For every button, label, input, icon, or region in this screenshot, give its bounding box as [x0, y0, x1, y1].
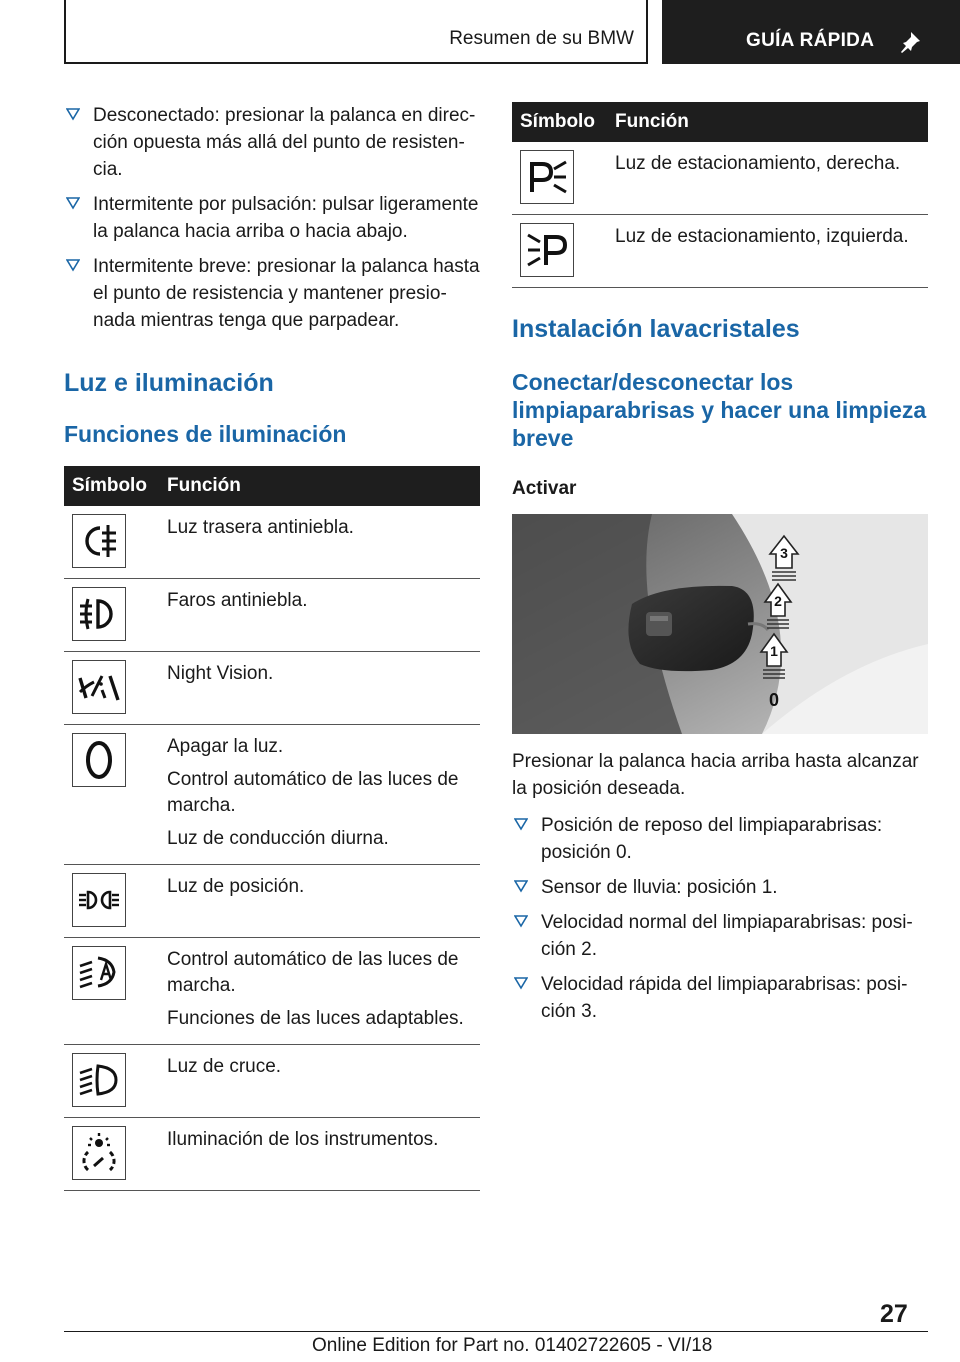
- function-text: Control automático de las luces de marcha.: [167, 769, 459, 816]
- triangle-bullet-icon: [66, 196, 80, 210]
- parking-lights-icon: [72, 873, 126, 927]
- left-column: [64, 102, 480, 1191]
- section-heading-washer: Instalación lavacristales: [512, 315, 800, 343]
- table-row: [512, 215, 928, 288]
- wiper-lever-photo: [512, 514, 928, 734]
- table-header-row: [64, 466, 480, 506]
- function-text: Luz de conducción diurna.: [167, 828, 389, 849]
- function-text: Luz de estacionamiento, derecha.: [615, 153, 901, 174]
- instrument-lighting-icon: [72, 1126, 126, 1180]
- function-text: Luz de posición.: [167, 876, 305, 897]
- rear-fog-light-icon: [72, 514, 126, 568]
- footer-edition: Online Edition for Part no. 01402722605 - VI/18: [312, 1335, 713, 1356]
- function-text: Night Vision.: [167, 663, 274, 684]
- subheading-lighting-functions: Funciones de iluminación: [64, 421, 347, 447]
- lighting-symbol-table: [64, 466, 480, 1191]
- table-row: [64, 1118, 480, 1191]
- table-row: [64, 1045, 480, 1118]
- list-item: Intermitente por pulsación: pulsar ligeramente la palanca hacia arriba o hacia abajo.: [64, 191, 480, 245]
- wiper-position-list: [512, 812, 928, 1025]
- list-item: Intermitente breve: presionar la palanca hasta el punto de resistencia y mantener presionada mientras tenga que parpadear.: [64, 253, 480, 334]
- right-column: [512, 102, 928, 1033]
- low-beam-icon: [72, 1053, 126, 1107]
- column-header-function: Función: [615, 102, 928, 142]
- table-header-row: [512, 102, 928, 142]
- column-header-function: Función: [167, 466, 480, 506]
- front-fog-light-icon: [72, 587, 126, 641]
- page-number: 27: [880, 1300, 908, 1328]
- pin-icon: [898, 30, 922, 54]
- night-vision-icon: [72, 660, 126, 714]
- position-label-2: 2: [774, 593, 782, 609]
- column-header-symbol: Símbolo: [512, 102, 615, 142]
- section-heading-lighting: Luz e iluminación: [64, 369, 274, 397]
- function-text: Apagar la luz.: [167, 736, 284, 757]
- header-section-title: Resumen de su BMW: [449, 28, 634, 49]
- subheading-wiper-toggle: Conectar/desconectar los limpiaparabrisas y hacer una limpieza breve: [512, 369, 927, 451]
- table-row: [512, 142, 928, 215]
- function-text: Luz trasera antiniebla.: [167, 517, 354, 538]
- subheading-activate: Activar: [512, 478, 577, 499]
- function-text: Faros antiniebla.: [167, 590, 308, 611]
- list-item: Sensor de lluvia: posición 1.: [512, 874, 928, 901]
- function-text: Luz de estacionamiento, izquierda.: [615, 226, 909, 247]
- table-row: [64, 506, 480, 579]
- table-row: [64, 725, 480, 865]
- triangle-bullet-icon: [66, 107, 80, 121]
- list-item: Velocidad normal del limpiaparabrisas: posición 2.: [512, 909, 928, 963]
- triangle-bullet-icon: [66, 258, 80, 272]
- table-row: [64, 579, 480, 652]
- header-section-box: [64, 0, 648, 64]
- table-row: [64, 652, 480, 725]
- list-item: Posición de reposo del limpiaparabrisas: posición 0.: [512, 812, 928, 866]
- triangle-bullet-icon: [514, 914, 528, 928]
- header-chapter-tab: [662, 0, 960, 64]
- triangle-bullet-icon: [514, 817, 528, 831]
- parking-light-right-icon: [520, 150, 574, 204]
- column-header-symbol: Símbolo: [64, 466, 167, 506]
- position-label-3: 3: [780, 545, 788, 561]
- light-switch-zero-icon: [72, 733, 126, 787]
- turn-signal-list: [64, 102, 480, 334]
- triangle-bullet-icon: [514, 879, 528, 893]
- table-row: [64, 938, 480, 1045]
- position-label-0: 0: [768, 690, 780, 710]
- instruction-paragraph: Presionar la palanca hacia arriba hasta alcanzar la posición deseada.: [512, 751, 919, 799]
- header-chapter-title: GUÍA RÁPIDA: [746, 30, 875, 51]
- function-text: Luz de cruce.: [167, 1056, 282, 1077]
- table-row: [64, 865, 480, 938]
- list-item: Velocidad rápida del limpiaparabrisas: posición 3.: [512, 971, 928, 1025]
- function-text: Iluminación de los instrumentos.: [167, 1129, 439, 1150]
- parking-light-symbol-table: [512, 102, 928, 288]
- footer-divider: [64, 1331, 928, 1332]
- position-label-1: 1: [770, 643, 778, 659]
- parking-light-left-icon: [520, 223, 574, 277]
- list-item: Desconectado: presionar la palanca en dirección opuesta más allá del punto de resistencia.: [64, 102, 480, 183]
- function-text: Control automático de las luces de marcha.: [167, 949, 459, 996]
- function-text: Funciones de las luces adaptables.: [167, 1008, 464, 1029]
- auto-headlight-icon: [72, 946, 126, 1000]
- triangle-bullet-icon: [514, 976, 528, 990]
